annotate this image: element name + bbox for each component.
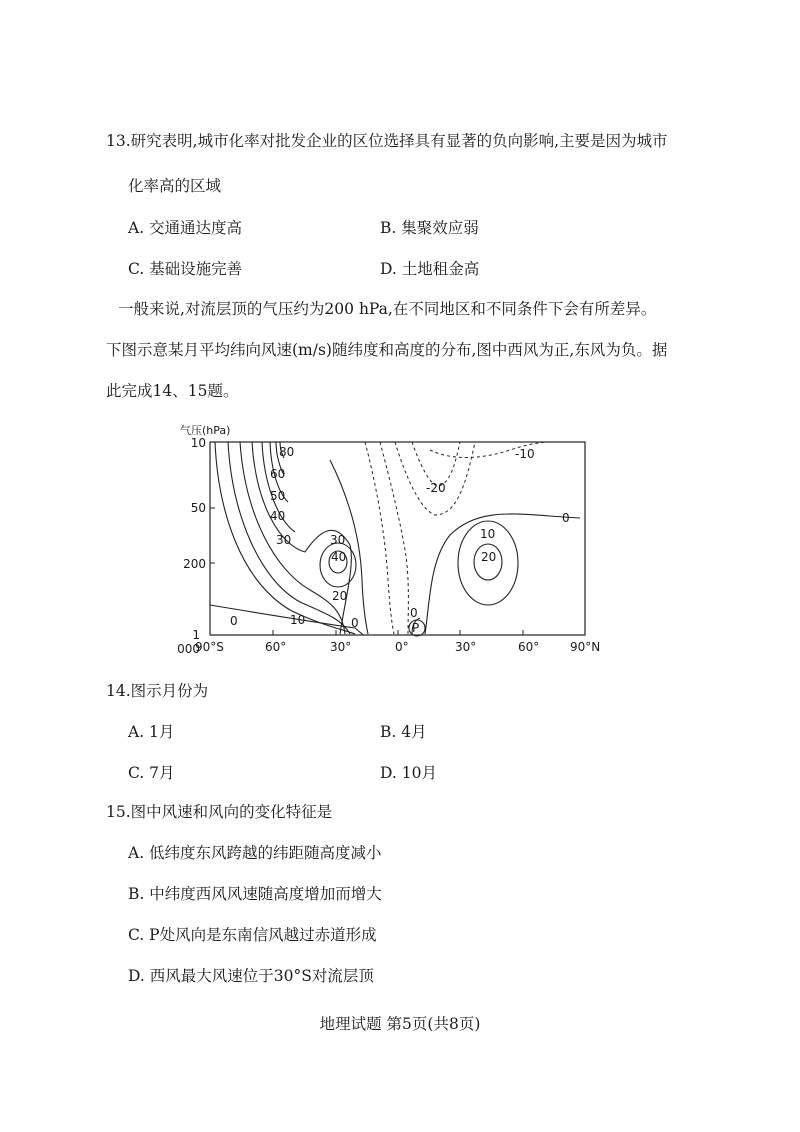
q15-stem: 15.图中风速和风向的变化特征是: [106, 803, 333, 821]
q14-option-b: B. 4月: [380, 723, 427, 741]
x-tick-30s: 30°: [330, 640, 352, 654]
dash-m20: [412, 442, 460, 486]
q13-option-b: B. 集聚效应弱: [380, 219, 479, 237]
intro-line3: 此完成14、15题。: [106, 382, 239, 400]
easterly-contours: [365, 442, 550, 634]
y-tick-50: 50: [190, 501, 206, 515]
label-60: 60: [270, 467, 286, 481]
label-p: P: [412, 621, 420, 635]
q14-option-c: C. 7月: [128, 764, 175, 782]
q14-option-d: D. 10月: [380, 764, 437, 782]
dash-m10: [395, 442, 475, 515]
label-10a: 10: [290, 613, 306, 627]
label-0d: 0: [562, 511, 570, 525]
y-tick-200: 200: [183, 557, 206, 571]
q13-option-c: C. 基础设施完善: [128, 260, 243, 278]
y-tick-1000: 1 000: [177, 628, 200, 656]
label-20a: 20: [332, 589, 348, 603]
q13-option-d: D. 土地租金高: [380, 260, 480, 278]
label-0c: 0: [410, 606, 418, 620]
q14-option-a: A. 1月: [128, 723, 175, 741]
q15-option-d: D. 西风最大风速位于30°S对流层顶: [128, 967, 374, 985]
contour-0-north: [425, 514, 580, 634]
label-m10: -10: [515, 447, 535, 461]
q13-stem-line1: 13.研究表明,城市化率对批发企业的区位选择具有显著的负向影响,主要是因为城市: [106, 132, 668, 150]
label-50: 50: [270, 489, 286, 503]
y-tick-10: 10: [190, 436, 206, 450]
q14-stem: 14.图示月份为: [106, 682, 209, 700]
label-m20: -20: [426, 481, 446, 495]
x-tick-90s: 90°S: [195, 640, 224, 654]
label-40a: 40: [270, 509, 286, 523]
page-footer: 地理试题 第5页(共8页): [319, 1015, 481, 1033]
contour-plot: [180, 420, 600, 660]
y-axis-title: 气压(hPa): [180, 424, 231, 437]
label-20b: 20: [481, 550, 497, 564]
westerly-contours: [210, 442, 580, 636]
dash-0a: [365, 442, 394, 634]
x-tick-0: 0°: [395, 640, 409, 654]
wind-speed-figure: [177, 420, 601, 660]
label-80: 80: [279, 445, 295, 459]
label-0b: 0: [351, 616, 359, 630]
plot-frame: [210, 442, 585, 635]
q15-option-c: C. P处风向是东南信风越过赤道形成: [128, 926, 377, 944]
x-tick-60n: 60°: [518, 640, 540, 654]
label-0a: 0: [230, 614, 238, 628]
q13-option-a: A. 交通通达度高: [128, 219, 243, 237]
x-tick-90n: 90°N: [570, 640, 601, 654]
label-30a: 30: [276, 533, 292, 547]
q13-stem-line2: 化率高的区域: [128, 177, 222, 195]
label-10b: 10: [480, 527, 496, 541]
x-tick-60s: 60°: [265, 640, 287, 654]
label-40b: 40: [331, 550, 347, 564]
intro-line2: 下图示意某月平均纬向风速(m/s)随纬度和高度的分布,图中西风为正,东风为负。据: [106, 341, 668, 359]
q15-option-b: B. 中纬度西风风速随高度增加而增大: [128, 885, 382, 903]
label-30b: 30: [330, 533, 346, 547]
q15-option-a: A. 低纬度东风跨越的纬距随高度减小: [128, 844, 382, 862]
intro-line1: 一般来说,对流层顶的气压约为200 hPa,在不同地区和不同条件下会有所差异。: [118, 300, 657, 318]
x-tick-30n: 30°: [455, 640, 477, 654]
